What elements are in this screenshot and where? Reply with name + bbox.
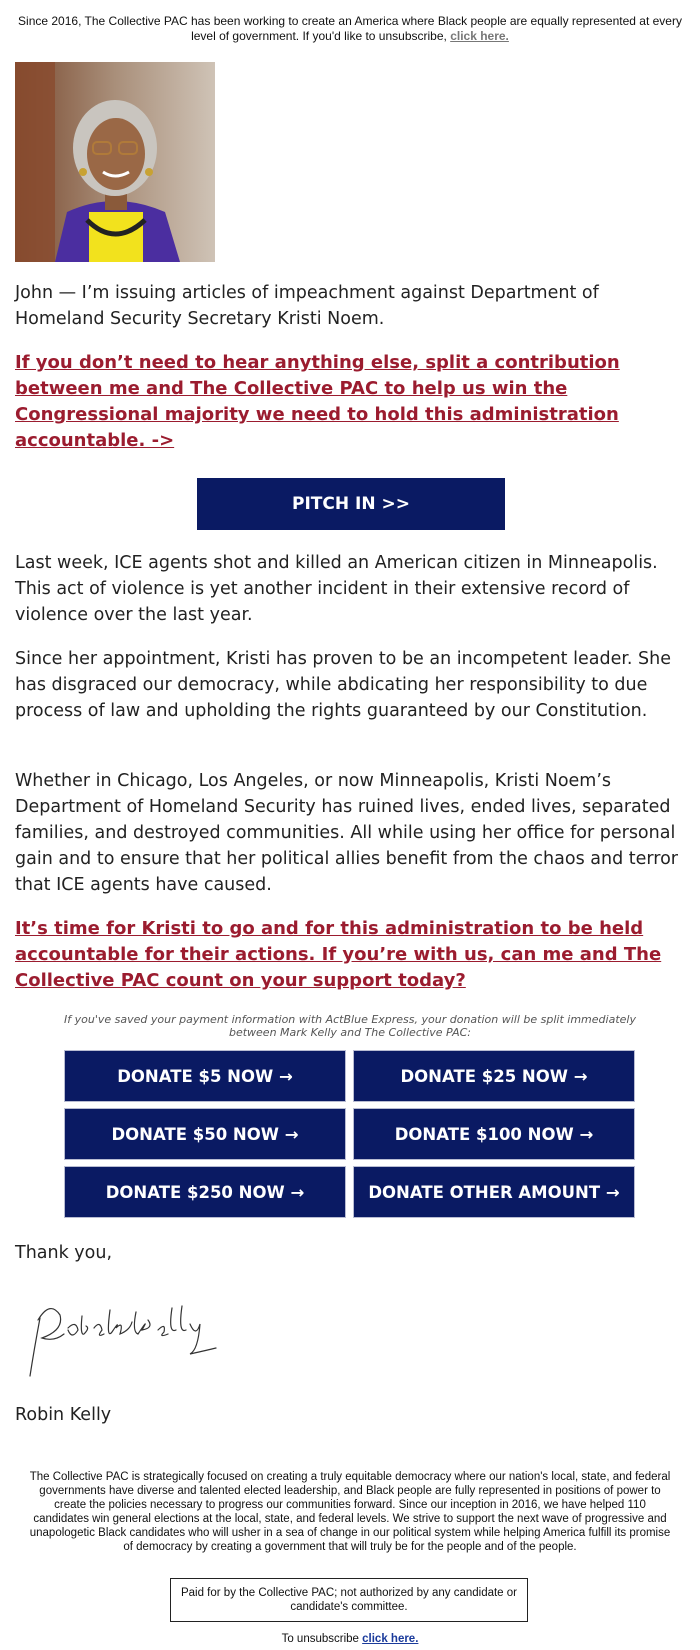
actblue-express-note: If you've saved your payment information with ActBlue Express, your donation will be split immediately between Mark Kelly and The Collective PAC: xyxy=(64,1013,636,1039)
footer-about-text: The Collective PAC is strategically focused on creating a truly equitable democracy where our nation's local, state, and federal governments have diverse and talented elected leadership, and Black people are fully represented in positions of power to create the policies necessary to progress our communities forward. Since our inception in 2016, we have helped 110 candidates win general elections at the local, state, and federal levels. We strive to support the next wave of progressive and unapologetic Black candidates who will usher in a sea of change in our political system while helping America fulfill its promise of democracy by creating a government that will truly be for the people and of the people. xyxy=(29,1471,671,1553)
opening-paragraph: John — I’m issuing articles of impeachment against Department of Homeland Security Secretary Kristi Noem. xyxy=(15,283,599,329)
donate-100-button[interactable]: DONATE $100 NOW → xyxy=(354,1109,634,1159)
footer-unsubscribe-link[interactable]: click here. xyxy=(362,1633,419,1645)
donate-other-amount-button[interactable]: DONATE OTHER AMOUNT → xyxy=(354,1167,634,1217)
disclaimer-text: Paid for by the Collective PAC; not authorized by any candidate or candidate's committee. xyxy=(180,1587,518,1613)
donate-25-button[interactable]: DONATE $25 NOW → xyxy=(354,1051,634,1101)
candidate-portrait-image xyxy=(15,62,215,262)
footer-unsubscribe xyxy=(0,1633,700,1645)
unsubscribe-prefix: To unsubscribe xyxy=(281,1633,359,1645)
signature xyxy=(20,1290,220,1380)
closing-text: Thank you, xyxy=(15,1243,113,1263)
signature-image xyxy=(20,1290,220,1380)
header-unsubscribe-link[interactable]: click here. xyxy=(450,29,509,43)
support-link[interactable]: It’s time for Kristi to go and for this administration to be held accountable for their actions. If you’re with us, can me and The Collective PAC count on your support today? xyxy=(15,918,662,991)
header-intro-text: Since 2016, The Collective PAC has been working to create an America where Black people are equally represented at every level of government. If you'd like to unsubscribe, xyxy=(18,14,682,43)
body-paragraph-3: Whether in Chicago, Los Angeles, or now Minneapolis, Kristi Noem’s Department of Homeland Security has ruined lives, ended lives, separated families, and destroyed communities. All while using her office for personal gain and to ensure that her political allies benefit from the chaos and terror that ICE agents have caused. xyxy=(15,771,678,895)
signer-name: Robin Kelly xyxy=(15,1405,112,1425)
pitch-in-button[interactable]: PITCH IN >> xyxy=(197,478,505,530)
body-paragraph-1: Last week, ICE agents shot and killed an American citizen in Minneapolis. This act of violence is yet another incident in their extensive record of violence over the last year. xyxy=(15,553,658,625)
header-note xyxy=(14,14,686,44)
contribution-link[interactable]: If you don’t need to hear anything else, split a contribution between me and The Collective PAC to help us win the Congressional majority we need to hold this administration accountable. -> xyxy=(15,352,620,451)
candidate-photo xyxy=(15,62,215,262)
paid-for-disclaimer xyxy=(170,1578,528,1622)
body-paragraph-2: Since her appointment, Kristi has proven to be an incompetent leader. She has disgraced our democracy, while abdicating her responsibility to due process of law and upholding the rights guaranteed by our Constitution. xyxy=(15,649,672,721)
donate-5-button[interactable]: DONATE $5 NOW → xyxy=(65,1051,345,1101)
donate-250-button[interactable]: DONATE $250 NOW → xyxy=(65,1167,345,1217)
donate-50-button[interactable]: DONATE $50 NOW → xyxy=(65,1109,345,1159)
